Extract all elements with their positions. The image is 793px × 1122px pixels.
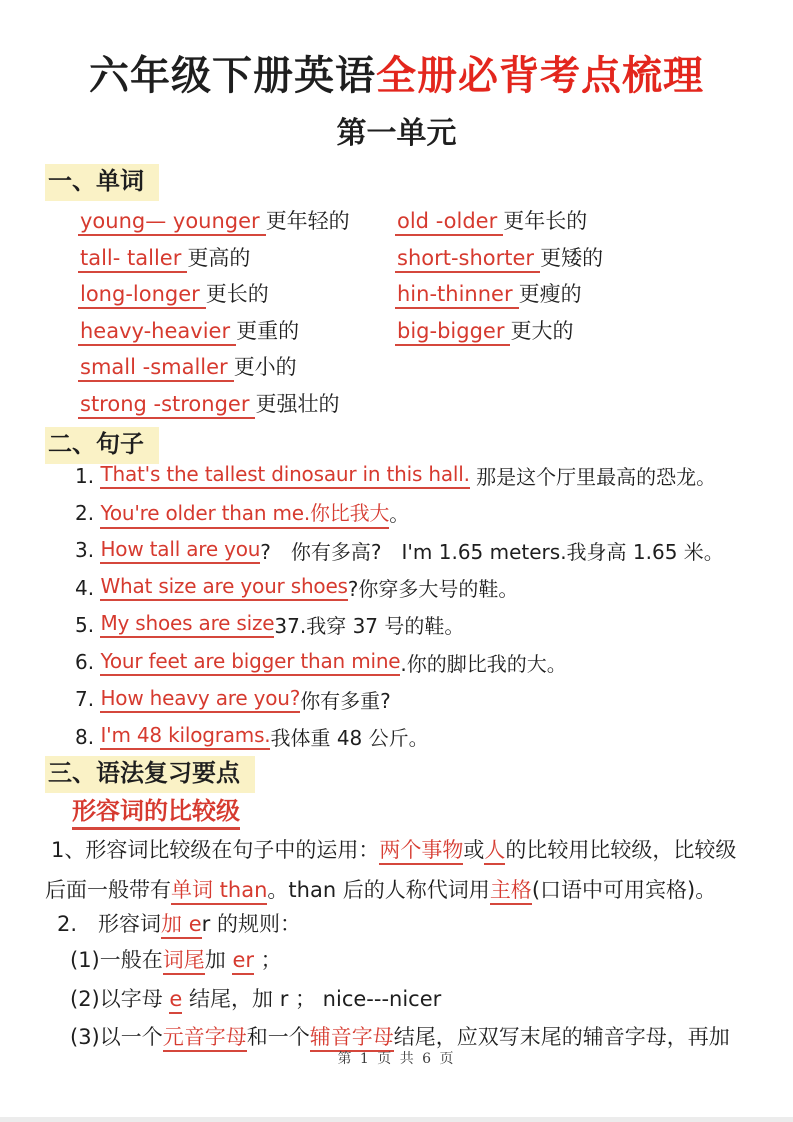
grammar-key-term: 元音字母	[163, 1025, 247, 1052]
sentence-number: 7.	[75, 687, 101, 712]
grammar-key-term: 辅音字母	[310, 1025, 394, 1052]
sentence-item	[75, 569, 724, 606]
word-row	[78, 348, 603, 385]
sentence-number: 3.	[75, 538, 101, 563]
sentence-zh: 那是这个厅里最高的恐龙。	[469, 465, 717, 490]
sentence-number: 8.	[75, 724, 101, 749]
word-list	[78, 202, 603, 421]
grammar-text: (口语中可用宾格)。	[531, 878, 717, 902]
word-row	[78, 312, 603, 349]
sentence-number: 5.	[75, 612, 101, 637]
sentence-en: How heavy are you?	[100, 686, 300, 713]
page-title-black: 六年级下册英语	[89, 53, 376, 99]
page-title	[0, 44, 793, 101]
grammar-text: 2. 形容词	[57, 912, 162, 936]
word-en: heavy-heavier	[78, 319, 236, 346]
grammar-key-term: 人	[484, 838, 505, 865]
word-item	[78, 205, 395, 235]
word-item	[78, 315, 395, 345]
bottom-edge-shadow	[0, 1117, 793, 1122]
word-row	[78, 385, 603, 422]
sentence-list	[75, 457, 724, 755]
word-zh: 更大的	[510, 318, 574, 343]
word-en: hin-thinner	[395, 282, 519, 309]
grammar-rule-list	[70, 941, 730, 1057]
grammar-key-term: 词尾	[163, 948, 205, 975]
grammar-key-term: 两个事物	[379, 838, 463, 865]
grammar-text: 加	[204, 948, 233, 972]
word-zh: 更年轻的	[265, 209, 350, 234]
word-en: old -older	[395, 209, 503, 236]
sentence-item	[75, 532, 724, 569]
unit-title: 第一单元	[336, 116, 457, 151]
grammar-rule	[70, 980, 730, 1019]
grammar-text: ；	[254, 948, 282, 972]
word-item	[395, 278, 603, 308]
sentence-item	[75, 457, 724, 494]
word-zh: 更高的	[187, 245, 251, 270]
word-en: young— younger	[78, 209, 266, 236]
page-title-red: 全册必背考点梳理	[376, 53, 704, 99]
word-en: big-bigger	[395, 319, 510, 346]
sentence-number: 1.	[75, 463, 101, 488]
word-zh: 更年长的	[503, 209, 588, 234]
grammar-paragraph-usage	[45, 830, 752, 910]
section-heading-sentences	[45, 424, 159, 459]
sentence-zh: 我体重 48 公斤。	[270, 726, 429, 751]
sentence-number: 6.	[75, 650, 101, 675]
word-zh: 更瘦的	[518, 282, 582, 307]
sentence-number: 4.	[75, 575, 101, 600]
word-zh: 更小的	[233, 355, 297, 380]
grammar-subheading	[72, 791, 240, 826]
grammar-text: 的比较用比较级，比较级后面一般带有	[45, 838, 737, 902]
sentence-en: Your feet are bigger than mine	[100, 649, 400, 676]
section-heading-words	[45, 161, 159, 196]
grammar-text: 和一个	[246, 1025, 310, 1049]
sentence-item	[75, 643, 724, 680]
word-item	[78, 242, 395, 272]
word-zh: 更强壮的	[255, 391, 340, 416]
word-zh: 更长的	[205, 282, 269, 307]
word-item	[78, 388, 395, 418]
grammar-key-term: e	[169, 987, 182, 1014]
section-heading-grammar-label: 三、语法复习要点	[45, 756, 255, 793]
grammar-text: 1、形容词比较级在句子中的运用：	[51, 838, 380, 862]
sentence-item	[75, 606, 724, 643]
section-heading-words-label: 一、单词	[45, 164, 159, 201]
grammar-text: r 的规则：	[201, 912, 301, 936]
sentence-zh: ? 你有多高? I'm 1.65 meters.我身高 1.65 米。	[260, 539, 724, 564]
grammar-paragraph-rule-intro	[57, 908, 301, 938]
sentence-en: What size are your shoes	[100, 574, 347, 601]
grammar-text: (2)以字母	[70, 986, 170, 1011]
word-en: short-shorter	[395, 246, 540, 273]
sentence-en: How tall are you	[100, 537, 260, 564]
sentence-item	[75, 681, 724, 718]
word-row	[78, 239, 603, 276]
sentence-en: That's the tallest dinosaur in this hall.	[100, 462, 469, 489]
grammar-key-term: 主格	[490, 878, 532, 905]
word-zh: 更矮的	[540, 245, 604, 270]
word-en: tall- taller	[78, 246, 187, 273]
grammar-text: 结尾，应双写末尾的辅音字母，再加	[393, 1025, 730, 1049]
word-item	[78, 351, 395, 381]
sentence-zh: ?你穿多大号的鞋。	[347, 577, 519, 602]
sentence-item	[75, 718, 724, 755]
section-heading-grammar	[45, 753, 255, 788]
sentence-en: My shoes are size	[100, 611, 274, 638]
word-item	[78, 278, 395, 308]
word-item	[395, 315, 603, 345]
grammar-key-term: 单词 than	[171, 878, 267, 905]
sentence-en: You're older than me.你比我大	[100, 497, 389, 529]
grammar-text: 。than 后的人称代词用	[267, 878, 490, 902]
grammar-rule	[70, 941, 730, 980]
grammar-text: (1)一般在	[70, 948, 163, 972]
word-item	[395, 205, 603, 235]
grammar-text: 结尾，加 r ； nice---nicer	[182, 986, 442, 1011]
word-row	[78, 202, 603, 239]
sentence-number: 2.	[75, 500, 101, 525]
sentence-zh: 37.我穿 37 号的鞋。	[274, 614, 465, 639]
word-item	[395, 242, 603, 272]
grammar-subheading-label: 形容词的比较级	[72, 797, 240, 830]
word-row	[78, 275, 603, 312]
word-zh: 更重的	[236, 318, 300, 343]
grammar-text: (3)以一个	[70, 1025, 163, 1049]
sentence-en: I'm 48 kilograms.	[100, 723, 270, 750]
section-heading-sentences-label: 二、句子	[45, 427, 159, 464]
word-en: small -smaller	[78, 355, 234, 382]
grammar-text: 或	[463, 838, 485, 862]
sentence-item	[75, 494, 724, 531]
sentence-zh: .你的脚比我的大。	[400, 651, 567, 676]
page-footer: 第 1 页 共 6 页	[337, 1051, 456, 1067]
word-en: strong -stronger	[78, 392, 255, 419]
sentence-zh: 你有多重?	[300, 688, 391, 713]
grammar-key-term: er	[232, 948, 254, 975]
sentence-zh: 。	[389, 502, 410, 527]
word-en: long-longer	[78, 282, 206, 309]
grammar-key-term: 加 e	[161, 912, 202, 939]
